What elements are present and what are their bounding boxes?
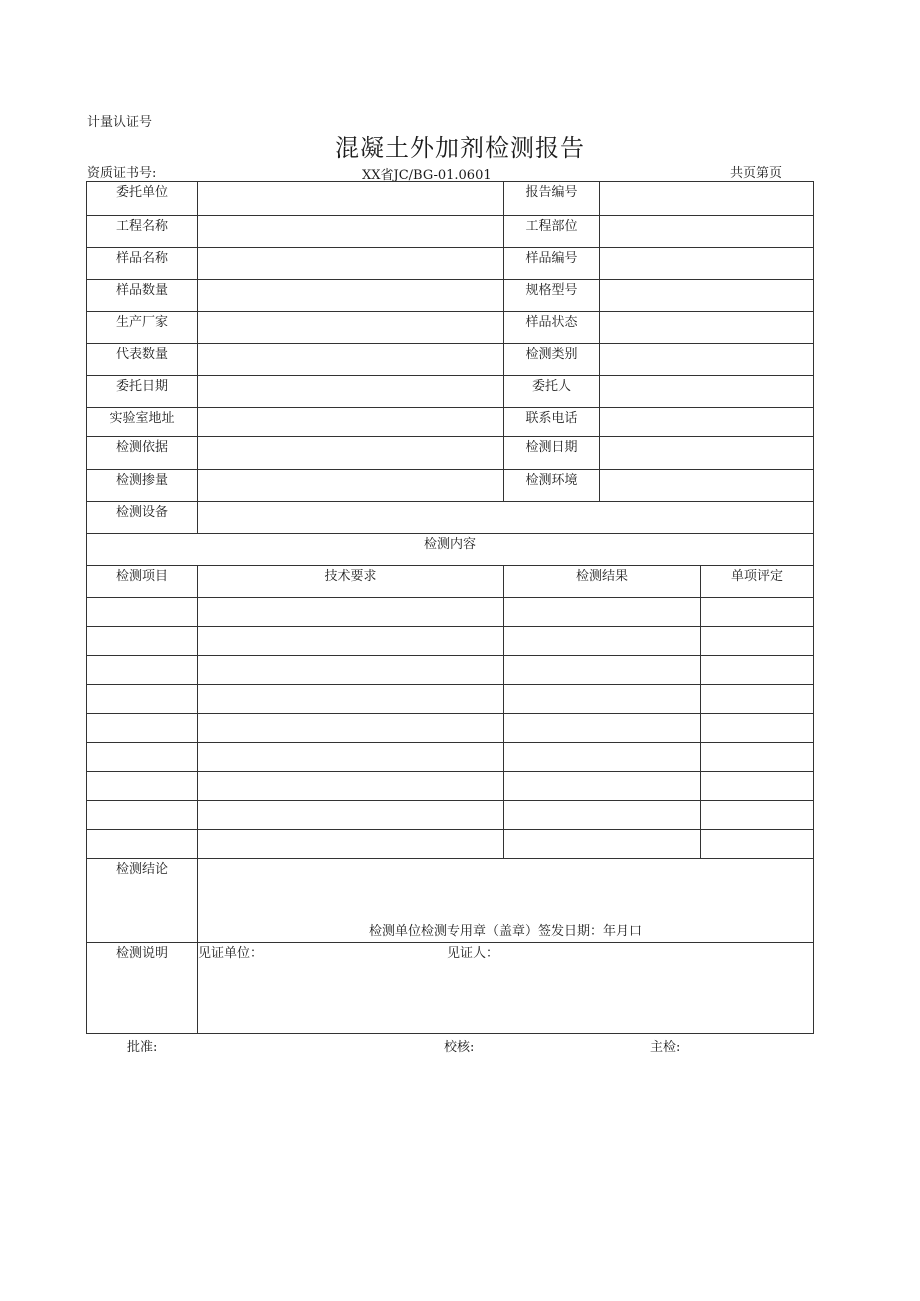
field-label: 检测掺量 (87, 470, 198, 502)
equipment-label: 检测设备 (87, 502, 198, 534)
document-code: XX省JC/BG-01.0601 (362, 168, 492, 183)
info-section (87, 182, 814, 502)
stamp-text: 检测单位检测专用章（盖章）签发日期：年月口 (369, 924, 643, 939)
result-cell-result[interactable] (504, 772, 701, 801)
field-label: 实验室地址 (87, 408, 198, 437)
column-header-result: 检测结果 (504, 566, 701, 598)
cert-number-label: 计量认证号 (87, 115, 153, 130)
field-value[interactable] (600, 248, 814, 280)
column-header-evaluation: 单项评定 (701, 566, 814, 598)
notes-label: 检测说明 (87, 943, 198, 1034)
field-label: 检测类别 (504, 344, 600, 376)
result-cell-result[interactable] (504, 714, 701, 743)
witness-unit-label: 见证单位： (198, 946, 264, 961)
table-row (87, 598, 814, 627)
page-title: 混凝土外加剂检测报告 (335, 134, 585, 162)
content-header: 检测内容 (87, 534, 814, 566)
result-cell-result[interactable] (504, 598, 701, 627)
field-value[interactable] (198, 182, 504, 216)
result-cell-requirement[interactable] (198, 801, 504, 830)
field-label: 工程部位 (504, 216, 600, 248)
result-cell-item[interactable] (87, 685, 198, 714)
equipment-value[interactable] (198, 502, 814, 534)
field-label: 报告编号 (504, 182, 600, 216)
result-cell-item[interactable] (87, 627, 198, 656)
field-label: 检测环境 (504, 470, 600, 502)
table-row (87, 772, 814, 801)
field-label: 代表数量 (87, 344, 198, 376)
table-row (87, 685, 814, 714)
field-value[interactable] (600, 344, 814, 376)
notes-value[interactable] (198, 943, 814, 1034)
field-value[interactable] (198, 437, 504, 470)
info-row (87, 312, 814, 344)
result-cell-evaluation[interactable] (701, 714, 814, 743)
field-label: 委托日期 (87, 376, 198, 408)
result-cell-evaluation[interactable] (701, 656, 814, 685)
field-value[interactable] (600, 216, 814, 248)
field-value[interactable] (198, 408, 504, 437)
result-cell-requirement[interactable] (198, 714, 504, 743)
info-row (87, 248, 814, 280)
table-row (87, 830, 814, 859)
field-value[interactable] (600, 437, 814, 470)
field-value[interactable] (198, 248, 504, 280)
field-label: 样品名称 (87, 248, 198, 280)
field-value[interactable] (600, 408, 814, 437)
info-row (87, 376, 814, 408)
qualification-label: 资质证书号: (87, 166, 157, 181)
result-cell-item[interactable] (87, 656, 198, 685)
result-cell-requirement[interactable] (198, 656, 504, 685)
field-value[interactable] (198, 312, 504, 344)
column-header-item: 检测项目 (87, 566, 198, 598)
result-cell-requirement[interactable] (198, 598, 504, 627)
table-row (87, 627, 814, 656)
info-row (87, 437, 814, 470)
result-cell-item[interactable] (87, 743, 198, 772)
result-cell-result[interactable] (504, 743, 701, 772)
result-cell-result[interactable] (504, 801, 701, 830)
field-label: 样品数量 (87, 280, 198, 312)
result-cell-evaluation[interactable] (701, 772, 814, 801)
conclusion-section (87, 859, 814, 1034)
result-cell-result[interactable] (504, 685, 701, 714)
field-label: 工程名称 (87, 216, 198, 248)
field-label: 委托单位 (87, 182, 198, 216)
result-cell-requirement[interactable] (198, 830, 504, 859)
field-label: 联系电话 (504, 408, 600, 437)
result-cell-evaluation[interactable] (701, 627, 814, 656)
field-value[interactable] (198, 344, 504, 376)
conclusion-value[interactable] (198, 859, 814, 943)
result-cell-evaluation[interactable] (701, 685, 814, 714)
result-cell-evaluation[interactable] (701, 598, 814, 627)
review-signature: 校核: (444, 1040, 475, 1055)
field-value[interactable] (600, 182, 814, 216)
equipment-section (87, 502, 814, 598)
column-header-requirement: 技术要求 (198, 566, 504, 598)
result-cell-item[interactable] (87, 830, 198, 859)
info-row (87, 182, 814, 216)
result-cell-item[interactable] (87, 714, 198, 743)
field-label: 规格型号 (504, 280, 600, 312)
field-label: 样品状态 (504, 312, 600, 344)
result-cell-requirement[interactable] (198, 627, 504, 656)
field-value[interactable] (600, 376, 814, 408)
inspector-signature: 主检: (650, 1040, 681, 1055)
info-row (87, 216, 814, 248)
field-value[interactable] (600, 470, 814, 502)
field-label: 委托人 (504, 376, 600, 408)
result-cell-requirement[interactable] (198, 743, 504, 772)
results-section (87, 598, 814, 859)
conclusion-label: 检测结论 (87, 859, 198, 943)
result-cell-item[interactable] (87, 772, 198, 801)
report-form-table (86, 181, 814, 1034)
approve-signature: 批准: (127, 1040, 158, 1055)
result-cell-item[interactable] (87, 801, 198, 830)
table-row (87, 801, 814, 830)
table-row (87, 743, 814, 772)
info-row (87, 280, 814, 312)
result-cell-result[interactable] (504, 830, 701, 859)
field-value[interactable] (198, 470, 504, 502)
field-value[interactable] (600, 280, 814, 312)
result-cell-evaluation[interactable] (701, 801, 814, 830)
result-cell-requirement[interactable] (198, 685, 504, 714)
table-row (87, 656, 814, 685)
field-value[interactable] (198, 376, 504, 408)
table-row (87, 714, 814, 743)
field-value[interactable] (198, 280, 504, 312)
info-row (87, 408, 814, 437)
field-label: 检测日期 (504, 437, 600, 470)
result-cell-result[interactable] (504, 627, 701, 656)
result-cell-result[interactable] (504, 656, 701, 685)
result-cell-requirement[interactable] (198, 772, 504, 801)
result-cell-item[interactable] (87, 598, 198, 627)
field-value[interactable] (198, 216, 504, 248)
field-label: 样品编号 (504, 248, 600, 280)
witness-person-label: 见证人： (447, 946, 500, 961)
info-row (87, 344, 814, 376)
field-value[interactable] (600, 312, 814, 344)
info-row (87, 470, 814, 502)
result-cell-evaluation[interactable] (701, 830, 814, 859)
page-info: 共页第页 (730, 166, 783, 181)
field-label: 生产厂家 (87, 312, 198, 344)
result-cell-evaluation[interactable] (701, 743, 814, 772)
field-label: 检测依据 (87, 437, 198, 470)
